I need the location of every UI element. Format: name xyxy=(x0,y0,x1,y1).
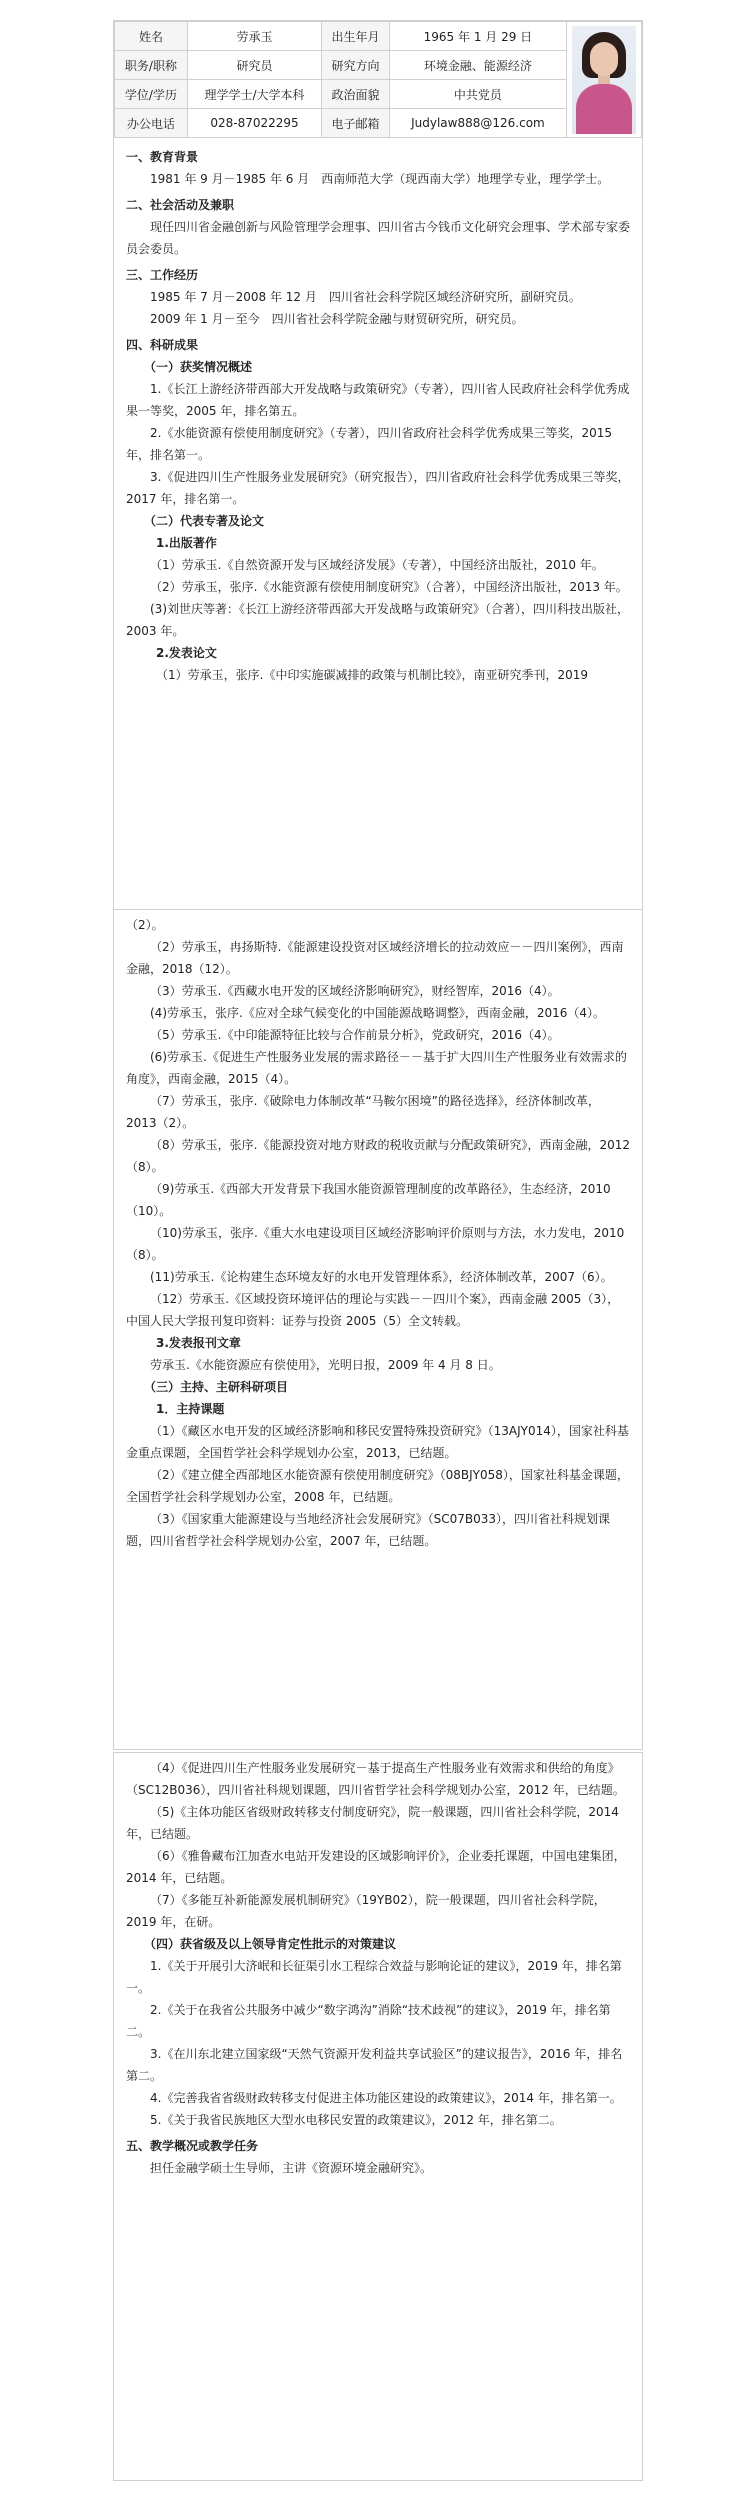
paragraph: （2）。 xyxy=(126,918,164,932)
paragraph: （7）劳承玉，张序.《破除电力体制改革“马鞍尔困境”的路径选择》，经济体制改革，2013（2）。 xyxy=(126,1094,600,1130)
paragraph: (3)刘世庆等著：《长江上游经济带西部大开发战略与政策研究》（合著），四川科技出版社，2003 年。 xyxy=(126,602,630,638)
paragraph: 2.《水能资源有偿使用制度研究》（专著），四川省政府社会科学优秀成果三等奖，2015 年，排名第一。 xyxy=(126,426,612,462)
paragraph: （5)《主体功能区省级财政转移支付制度研究》，院一般课题，四川省社会科学院，2014 年，已结题。 xyxy=(126,1805,619,1841)
name-value: 劳承玉 xyxy=(187,22,321,51)
section-heading: 一、教育背景 xyxy=(126,150,199,164)
paragraph: (11)劳承玉.《论构建生态环境友好的水电开发管理体系》，经济体制改革，2007（6）。 xyxy=(150,1270,613,1284)
paragraph: 4.《完善我省省级财政转移支付促进主体功能区建设的政策建议》，2014 年，排名第一。 xyxy=(150,2091,622,2105)
section-heading: 二、社会活动及兼职 xyxy=(126,198,235,212)
paragraph: （12）劳承玉.《区域投资环境评估的理论与实践－－四川个案》，西南金融 2005（3），中国人民大学报刊复印资料：证券与投资 2005（5）全文转载。 xyxy=(126,1292,620,1328)
photo-cell xyxy=(567,22,642,138)
paragraph: 5.《关于我省民族地区大型水电移民安置的政策建议》，2012 年，排名第二。 xyxy=(150,2113,562,2127)
section-heading: 3.发表报刊文章 xyxy=(156,1336,241,1350)
paragraph: （6）《雅鲁藏布江加查水电站开发建设的区域影响评价》，企业委托课题，中国电建集团，2014 年，已结题。 xyxy=(126,1849,626,1885)
paragraph: 1.《长江上游经济带西部大开发战略与政策研究》（专著），四川省人民政府社会科学优秀成果一等奖，2005 年，排名第五。 xyxy=(126,382,630,418)
name-label: 姓名 xyxy=(115,22,188,51)
paragraph: 1985 年 7 月－2008 年 12 月 四川省社会科学院区域经济研究所，副研究员。 xyxy=(150,290,581,304)
page-1-content xyxy=(114,138,642,690)
email-value[interactable]: Judylaw888@126.com xyxy=(389,109,566,138)
phone-label: 办公电话 xyxy=(115,109,188,138)
paragraph: 2009 年 1 月－至今 四川省社会科学院金融与财贸研究所，研究员。 xyxy=(150,312,524,326)
email-label: 电子邮箱 xyxy=(322,109,390,138)
paragraph: 担任金融学硕士生导师，主讲《资源环境金融研究》。 xyxy=(150,2161,433,2175)
paragraph: （8）劳承玉，张序.《能源投资对地方财政的税收贡献与分配政策研究》，西南金融，2012（8）。 xyxy=(126,1138,630,1174)
section-heading: （一）获奖情况概述 xyxy=(144,360,253,374)
section-heading: 五、教学概况或教学任务 xyxy=(126,2139,259,2153)
page-2-content xyxy=(114,910,642,1556)
title-label: 职务/职称 xyxy=(115,51,188,80)
portrait-photo xyxy=(572,26,636,134)
paragraph: （2）劳承玉，冉扬斯特.《能源建设投资对区域经济增长的拉动效应－－四川案例》，西南金融，2018（12）。 xyxy=(126,940,624,976)
paragraph: 3.《在川东北建立国家级“天然气资源开发利益共享试验区”的建议报告》，2016 年，排名第二。 xyxy=(126,2047,623,2083)
degree-label: 学位/学历 xyxy=(115,80,188,109)
paragraph: 1981 年 9 月－1985 年 6 月 西南师范大学（现西南大学）地理学专业，理学学士。 xyxy=(150,172,610,186)
political-label: 政治面貌 xyxy=(322,80,390,109)
paragraph: （1）《藏区水电开发的区域经济影响和移民安置特殊投资研究》（13AJY014），国家社科基金重点课题，全国哲学社会科学规划办公室，2013，已结题。 xyxy=(126,1424,629,1460)
paragraph: （1）劳承玉，张序.《中印实施碳减排的政策与机制比较》，南亚研究季刊，2019 xyxy=(156,668,588,682)
paragraph: （2）《建立健全西部地区水能资源有偿使用制度研究》（08BJY058），国家社科基金课题，全国哲学社会科学规划办公室，2008 年，已结题。 xyxy=(126,1468,629,1504)
paragraph: （7）《多能互补新能源发展机制研究》（19YB02），院一般课题，四川省社会科学院，2019 年，在研。 xyxy=(126,1893,606,1929)
section-heading: （四）获省级及以上领导肯定性批示的对策建议 xyxy=(144,1937,397,1951)
paragraph: 3.《促进四川生产性服务业发展研究》（研究报告），四川省政府社会科学优秀成果三等奖，2017 年，排名第一。 xyxy=(126,470,630,506)
paragraph: (6)劳承玉.《促进生产性服务业发展的需求路径－－基于扩大四川生产性服务业有效需求的角度》，西南金融，2015（4）。 xyxy=(126,1050,627,1086)
section-heading: 1．主持课题 xyxy=(156,1402,225,1416)
paragraph: 现任四川省金融创新与风险管理学会理事、四川省古今钱币文化研究会理事、学术部专家委员会委员。 xyxy=(126,220,631,256)
section-heading: 1.出版著作 xyxy=(156,536,217,550)
paragraph: （3）《国家重大能源建设与当地经济社会发展研究》（SC07B033），四川省社科规划课题，四川省哲学社会科学规划办公室，2007 年，已结题。 xyxy=(126,1512,611,1548)
phone-value: 028-87022295 xyxy=(187,109,321,138)
paragraph: （1）劳承玉.《自然资源开发与区域经济发展》（专著），中国经济出版社，2010 年。 xyxy=(150,558,604,572)
paragraph: 劳承玉.《水能资源应有偿使用》，光明日报，2009 年 4 月 8 日。 xyxy=(150,1358,501,1372)
degree-value: 理学学士/大学本科 xyxy=(187,80,321,109)
section-heading: （二）代表专著及论文 xyxy=(144,514,265,528)
birth-label: 出生年月 xyxy=(322,22,390,51)
field-value: 环境金融、能源经济 xyxy=(389,51,566,80)
section-heading: 四、科研成果 xyxy=(126,338,199,352)
paragraph: （4）《促进四川生产性服务业发展研究－基于提高生产性服务业有效需求和供给的角度》（SC12B036），四川省社科规划课题，四川省哲学社会科学规划办公室，2012 年，已结题。 xyxy=(126,1761,625,1797)
page-2 xyxy=(113,909,643,1750)
paragraph: （10)劳承玉，张序.《重大水电建设项目区域经济影响评价原则与方法，水力发电，2010（8）。 xyxy=(126,1226,625,1262)
page-3-content xyxy=(114,1753,642,2183)
paragraph: (4)劳承玉，张序.《应对全球气候变化的中国能源战略调整》，西南金融，2016（4）。 xyxy=(150,1006,605,1020)
title-value: 研究员 xyxy=(187,51,321,80)
paragraph: （2）劳承玉，张序.《水能资源有偿使用制度研究》（合著），中国经济出版社，2013 年。 xyxy=(150,580,628,594)
political-value: 中共党员 xyxy=(389,80,566,109)
paragraph: 1.《关于开展引大济岷和长征渠引水工程综合效益与影响论证的建议》，2019 年，排名第一。 xyxy=(126,1959,622,1995)
section-heading: （三）主持、主研科研项目 xyxy=(144,1380,289,1394)
section-heading: 2.发表论文 xyxy=(156,646,217,660)
paragraph: （9)劳承玉.《西部大开发背景下我国水能资源管理制度的改革路径》，生态经济，2010（10）。 xyxy=(126,1182,611,1218)
section-heading: 三、工作经历 xyxy=(126,268,199,282)
field-label: 研究方向 xyxy=(322,51,390,80)
paragraph: （3）劳承玉.《西藏水电开发的区域经济影响研究》，财经智库，2016（4）。 xyxy=(150,984,560,998)
paragraph: （5）劳承玉.《中印能源特征比较与合作前景分析》，党政研究，2016（4）。 xyxy=(150,1028,560,1042)
paragraph: 2.《关于在我省公共服务中减少“数字鸿沟”消除“技术歧视”的建议》，2019 年，排名第二。 xyxy=(126,2003,611,2039)
birth-value: 1965 年 1 月 29 日 xyxy=(389,22,566,51)
page-3 xyxy=(113,1752,643,2481)
page-1 xyxy=(113,20,643,920)
profile-table xyxy=(114,21,642,138)
